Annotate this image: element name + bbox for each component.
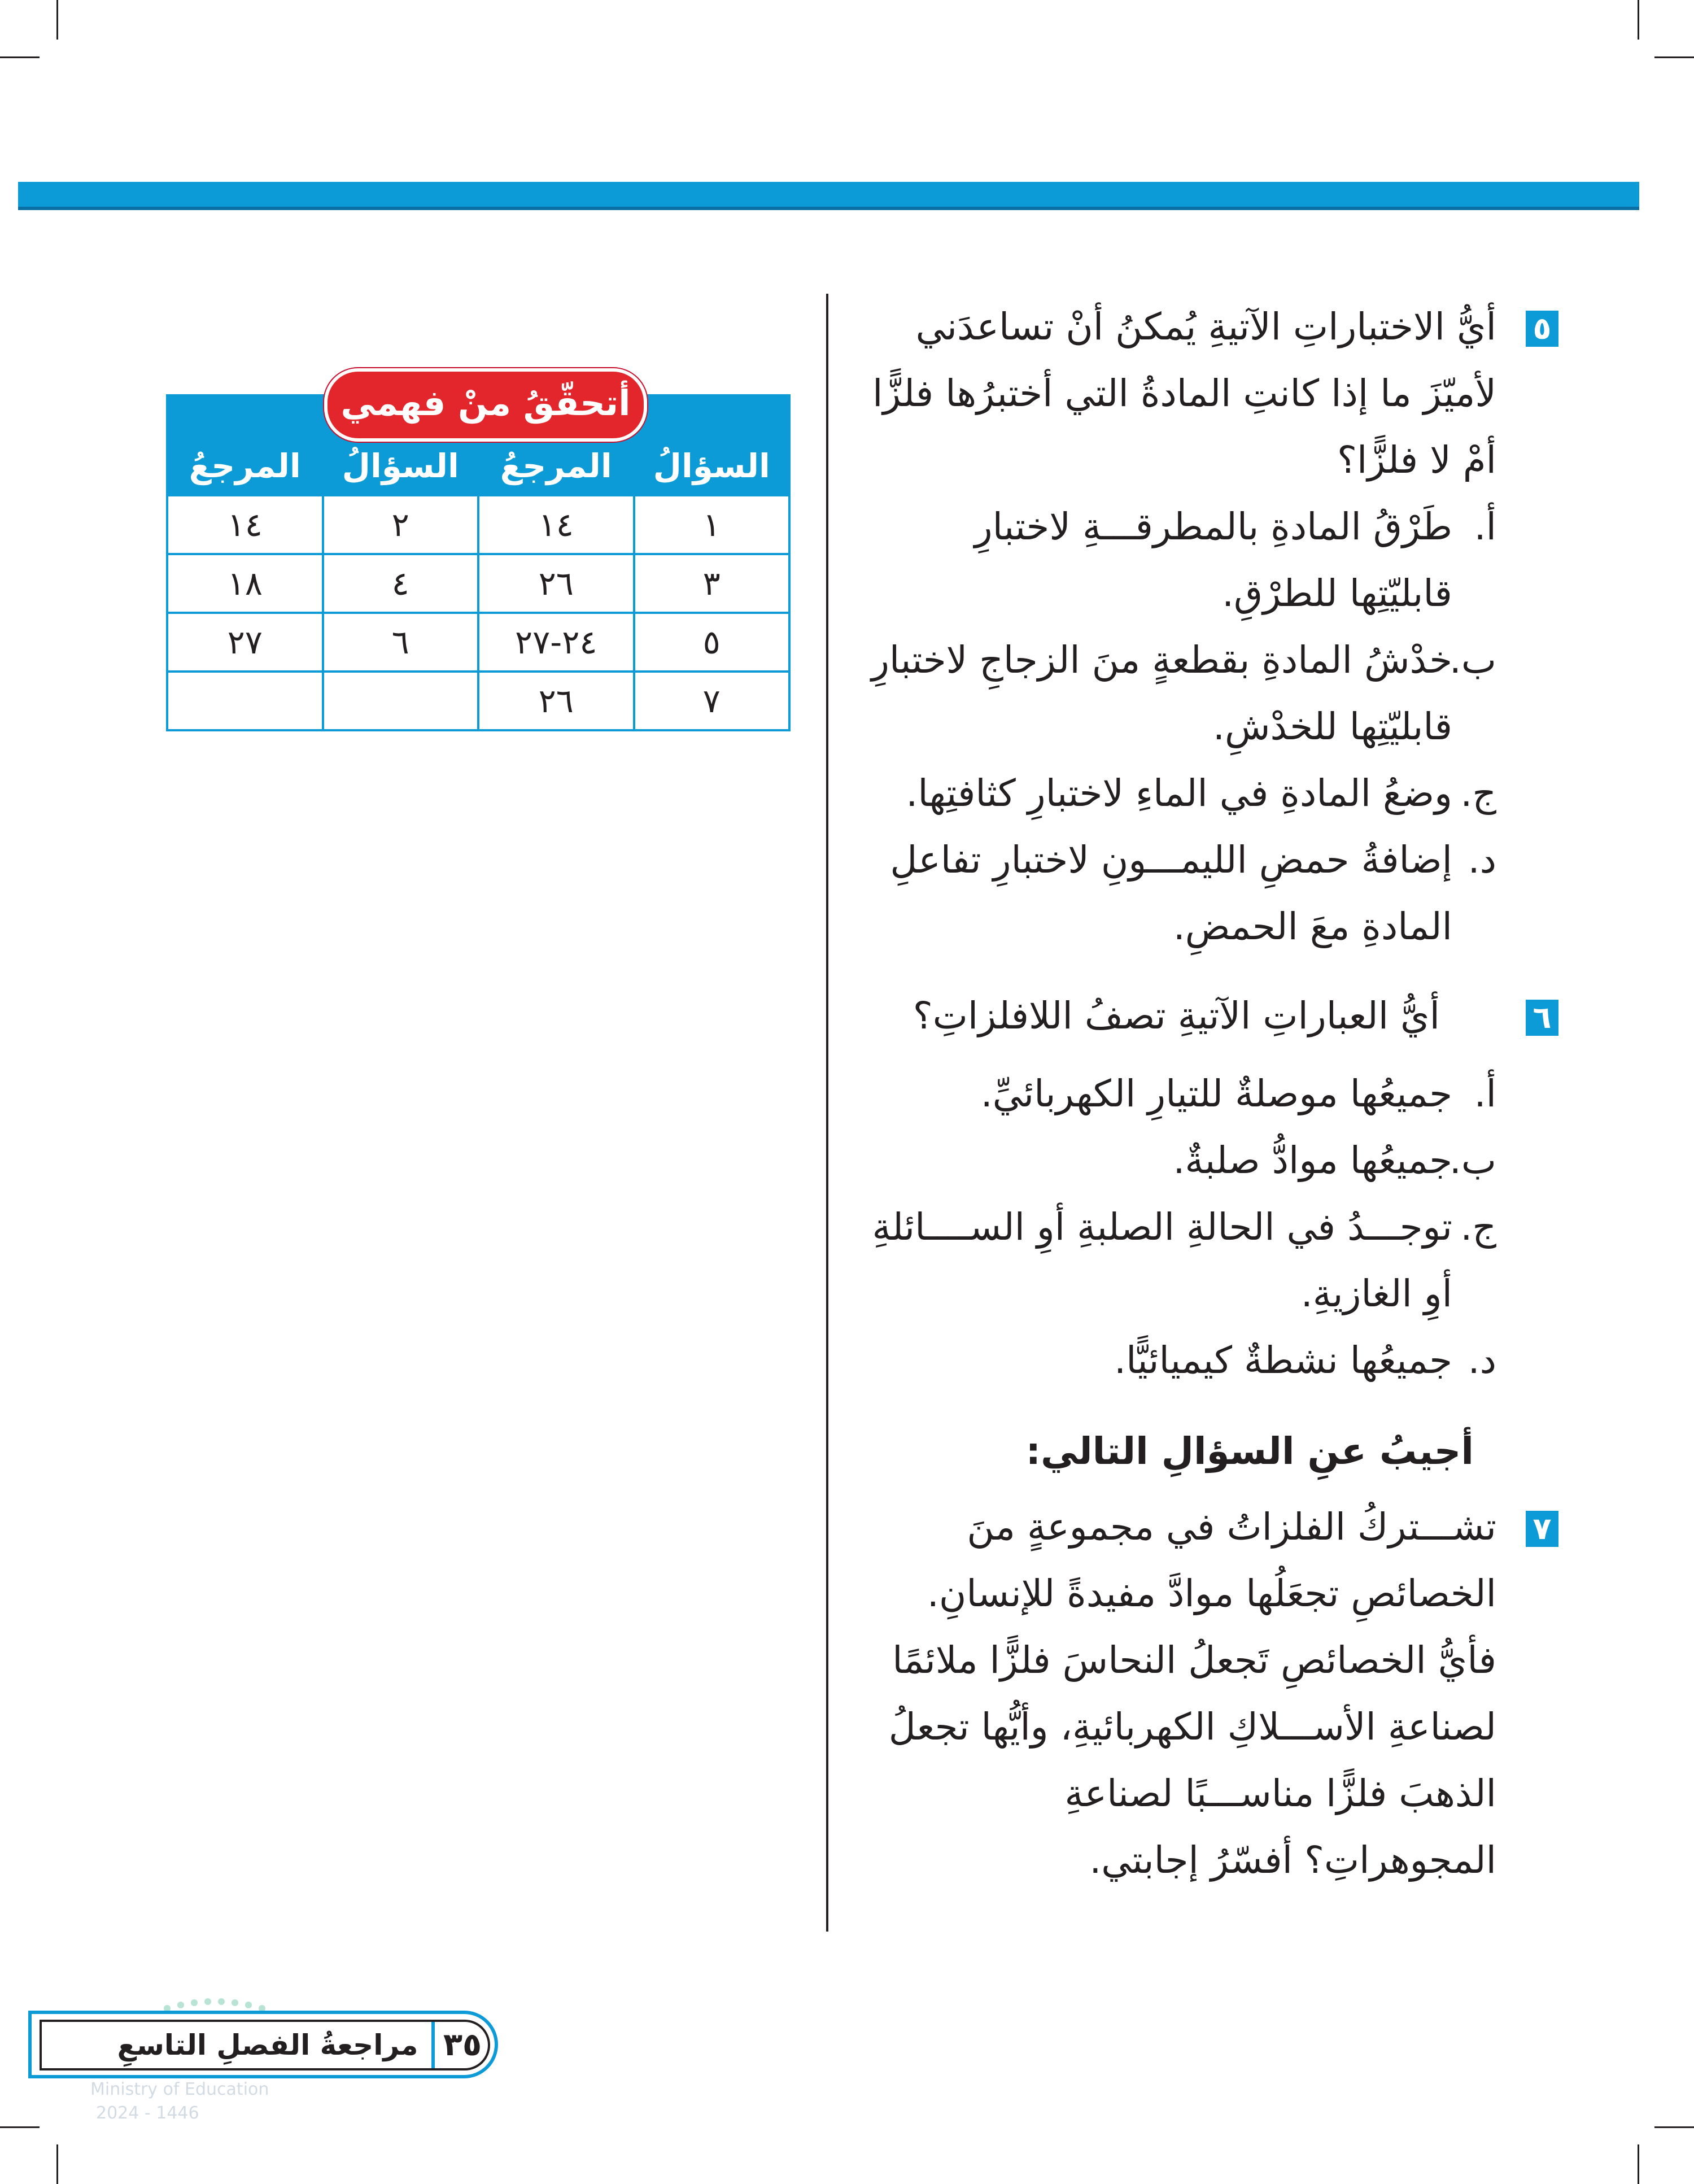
- questions-column: [864, 294, 1552, 1394]
- option-label: ج.: [1460, 771, 1496, 815]
- reference-table: [166, 394, 791, 731]
- table-row: [167, 613, 789, 672]
- footer-frame: [40, 2020, 490, 2070]
- page-footer: [28, 2011, 498, 2078]
- crop-mark: [1638, 0, 1639, 40]
- table-cell: ١٤: [478, 495, 634, 554]
- question-number: ٧: [1526, 1511, 1558, 1547]
- option-label: ب.: [1449, 638, 1496, 682]
- crop-mark: [1654, 56, 1694, 58]
- option-text: جميعُها موادُّ صلبةٌ.: [1173, 1139, 1452, 1182]
- option: [864, 760, 1496, 827]
- option-text: جميعُها موصلةٌ للتيارِ الكهربائيِّ.: [980, 1072, 1452, 1115]
- crop-mark: [1654, 2126, 1694, 2128]
- table-cell: [167, 672, 323, 730]
- option: [864, 627, 1496, 760]
- option-label: أ.: [1474, 1072, 1496, 1115]
- footer-separator: [431, 2022, 435, 2068]
- table-cell: ٦: [323, 613, 479, 672]
- question-text: أيُّ العباراتِ الآتيةِ تصفُ اللافلزاتِ؟: [913, 994, 1440, 1037]
- option-label: ب.: [1449, 1139, 1496, 1182]
- crop-mark: [1638, 2144, 1639, 2184]
- option-text: جميعُها نشطةٌ كيميائيًّا.: [1114, 1339, 1452, 1382]
- column-header: السؤالُ: [323, 394, 479, 495]
- option-text: خدْشُ المادةِ بقطعةٍ منَ الزجاجِ لاختبارِ قابليّتِها للخدْشِ.: [871, 638, 1452, 748]
- option-text: وضعُ المادةِ في الماءِ لاختبارِ كثافتِها.: [906, 771, 1452, 815]
- page-number: ٣٥: [443, 2026, 482, 2063]
- question-5: [864, 294, 1552, 960]
- question-number: ٦: [1526, 1000, 1558, 1036]
- option-text: إضافةُ حمضِ الليمـــونِ لاختبارِ تفاعلِ المادةِ معَ الحمضِ.: [890, 838, 1452, 948]
- option: [864, 827, 1496, 960]
- column-header: السؤالُ: [634, 394, 790, 495]
- table-row: [167, 672, 789, 730]
- crop-mark: [56, 2144, 58, 2184]
- question-7: [864, 1494, 1552, 1894]
- table-cell: ٤: [323, 554, 479, 613]
- option-label: أ.: [1474, 505, 1496, 548]
- option: [864, 1194, 1496, 1327]
- table-row: [167, 554, 789, 613]
- question-text: تشـــتركُ الفلزاتُ في مجموعةٍ منَ الخصائصِ تجعَلُها موادَّ مفيدةً للإنسانِ. فأيُّ الخصائصِ تَجعلُ النحاسَ فلزًّا ملائمًا لصناعةِ الأســـلاكِ الكهربائيةِ، وأيُّها تجعلُ الذهبَ فلزًّا مناســـبًا لصناعةِ المجوهراتِ؟ أفسّرُ إجابتي.: [888, 1505, 1496, 1882]
- table-cell: ٢: [323, 495, 479, 554]
- option-text: توجـــدُ في الحالةِ الصلبةِ أوِ الســــائلةِ أوِ الغازيةِ.: [872, 1205, 1452, 1315]
- table-cell: ٥: [634, 613, 790, 672]
- table-cell: ١٨: [167, 554, 323, 613]
- table-cell: ٣: [634, 554, 790, 613]
- column-divider: [826, 294, 828, 1932]
- crop-mark: [56, 0, 58, 40]
- table-cell: ٢٧: [167, 613, 323, 672]
- check-title-badge: أتحقّقُ منْ فهمي: [324, 368, 647, 442]
- option-label: د.: [1468, 838, 1496, 882]
- header-bar: [18, 182, 1639, 210]
- option: [864, 1061, 1496, 1127]
- question-number: ٥: [1526, 311, 1558, 347]
- option-label: ج.: [1460, 1205, 1496, 1249]
- table-row: [167, 495, 789, 554]
- instruction-heading: أجيبُ عنِ السؤالِ التالي:: [1025, 1429, 1474, 1473]
- option-text: طَرْقُ المادةِ بالمطرقـــةِ لاختبارِ قابليّتِها للطرْقِ.: [974, 505, 1452, 615]
- watermark-year: 2024 - 1446: [96, 2103, 199, 2123]
- option-label: د.: [1468, 1339, 1496, 1382]
- question-text: أيُّ الاختباراتِ الآتيةِ يُمكنُ أنْ تساعدَني لأميّزَ ما إذا كانتِ المادةُ التي أختبرُها فلزًّا أمْ لا فلزًّا؟: [872, 305, 1496, 482]
- table-cell: [323, 672, 479, 730]
- table-cell: ٢٦: [478, 672, 634, 730]
- column-header: المرجعُ: [167, 394, 323, 495]
- watermark-english: Ministry of Education: [90, 2080, 269, 2099]
- option: [864, 494, 1496, 627]
- crop-mark: [0, 2126, 40, 2128]
- table-cell: ٧: [634, 672, 790, 730]
- column-header: المرجعُ: [478, 394, 634, 495]
- option: [864, 1327, 1496, 1394]
- crop-mark: [0, 56, 40, 58]
- option: [864, 1127, 1496, 1194]
- table-cell: ٢٤-٢٧: [478, 613, 634, 672]
- chapter-title: مراجعةُ الفصلِ التاسعِ: [117, 2029, 418, 2061]
- table-cell: ١٤: [167, 495, 323, 554]
- table-cell: ٢٦: [478, 554, 634, 613]
- question-6: [864, 983, 1552, 1394]
- table-cell: ١: [634, 495, 790, 554]
